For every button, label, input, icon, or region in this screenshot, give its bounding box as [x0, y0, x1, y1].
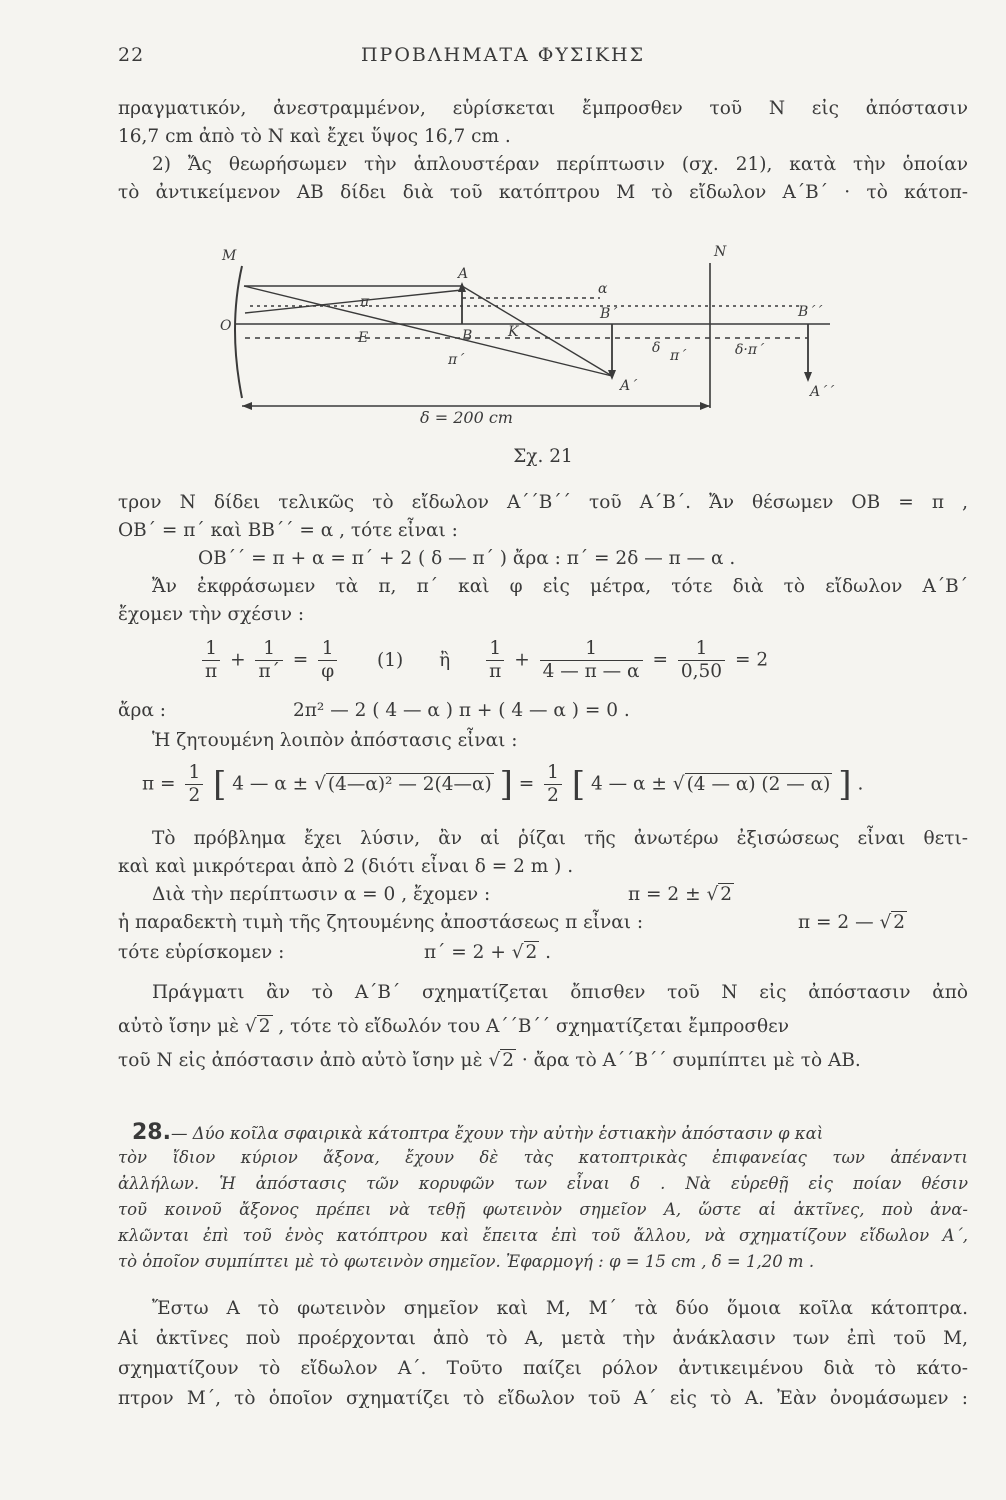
- label-delta-1: δ: [652, 340, 661, 356]
- frac-1-050: $\frac{1}{0,50}$: [678, 638, 725, 683]
- text-line: Διὰ τὴν περίπτωσιν α = 0 , ἔχομεν :: [152, 884, 491, 905]
- label-e: E: [358, 330, 369, 346]
- running-title: ΠΡΟΒΛΗΜΑΤΑ ΦΥΣΙΚΗΣ: [360, 44, 646, 66]
- problem-line: τὸ ὁποῖον συμπίπτει μὲ τὸ φωτεινὸν σημεῖον. Ἐφαρμογή : φ = 15 cm , δ = 1,20 m .: [118, 1252, 815, 1271]
- text-line: καὶ καὶ μικρότεραι ἀπὸ 2 (διότι εἶναι δ = 2 m ) .: [118, 856, 574, 877]
- frac-1-pi: $\frac{1}{\pi}$: [202, 638, 220, 683]
- label-pi: π: [360, 294, 370, 310]
- text-line: ΟΒ΄ = π΄ καὶ ΒΒ΄΄ = α , τότε εἶναι :: [118, 520, 458, 541]
- text-line: ἔχομεν τὴν σχέσιν :: [118, 604, 305, 625]
- text-line: Ἡ ζητουμένη λοιπὸν ἀπόστασις εἶναι :: [152, 730, 518, 751]
- label-k: K: [508, 324, 519, 340]
- label-pi-prime: π΄: [448, 352, 465, 368]
- text-line: Πράγματι ἂν τὸ Α΄Β΄ σχηματίζεται ὄπισθεν τοῦ Ν εἰς ἀπόστασιν ἀπὸ: [152, 982, 968, 1003]
- label-alpha: α: [598, 281, 608, 297]
- page-number: 22: [118, 44, 145, 66]
- label-pi-prime-2: π΄: [670, 348, 687, 364]
- frac-1-phi: $\frac{1}{\varphi}$: [318, 638, 337, 683]
- lens-equation: $\frac{1}{\pi}$ + $\frac{1}{\pi΄}$ = $\frac{1}{\varphi}$ (1) ἢ $\frac{1}{\pi}$ + $\frac{1}{4 — \pi — \alpha}$ = $\frac{1}{0,50}$ = 2: [118, 638, 968, 683]
- text-line: πραγματικόν, ἀνεστραμμένον, εὑρίσκεται ἔμπροσθεν τοῦ Ν εἰς ἀπόστασιν: [118, 98, 968, 119]
- figure-caption: Σχ. 21: [513, 446, 573, 467]
- label-a-prime: A΄: [620, 378, 638, 394]
- text-line: τότε εὑρίσκομεν :: [118, 942, 285, 963]
- text-line: αὐτὸ ἴσην μὲ √ 2 , τότε τὸ εἴδωλόν του Α΄΄Β΄΄ σχηματίζεται ἔμπροσθεν: [118, 1016, 789, 1037]
- problem-number: 28.: [132, 1120, 171, 1145]
- label-b-prime: B΄: [600, 306, 618, 322]
- text-line: Τὸ πρόβλημα ἔχει λύσιν, ἂν αἱ ῥίζαι τῆς ἀνωτέρω ἐξισώσεως εἶναι θετι-: [152, 828, 968, 849]
- problem-line: τοῦ κοινοῦ ἄξονος πρέπει νὰ τεθῇ φωτεινὸν σημεῖον Α, ὥστε αἱ ἀκτῖνες, ποὺ ἀνα-: [118, 1200, 968, 1219]
- ray-2: [244, 286, 612, 376]
- label-distance: δ = 200 cm: [420, 408, 513, 427]
- text-line: πτρον Μ΄, τὸ ὁποῖον σχηματίζει τὸ εἴδωλον τοῦ Α΄ εἰς τὸ Α. Ἐὰν ὀνομάσωμεν :: [118, 1388, 968, 1409]
- label-b-double-prime: B΄΄: [798, 304, 823, 320]
- problem-line: τὸν ἴδιον κύριον ἄξονα, ἔχουν δὲ τὰς κατοπτρικὰς ἐπιφανείας των ἀπέναντι: [118, 1148, 968, 1167]
- quadratic-equation: 2π² — 2 ( 4 — α ) π + ( 4 — α ) = 0 .: [293, 700, 630, 721]
- problem-28-line: 28.— Δύο κοῖλα σφαιρικὰ κάτοπτρα ἔχουν τὴν αὐτὴν ἑστιακὴν ἀπόστασιν φ καὶ: [132, 1120, 824, 1145]
- text-line: τοῦ Ν εἰς ἀπόστασιν ἀπὸ αὐτὸ ἴσην μὲ √ 2 · ἄρα τὸ Α΄΄Β΄΄ συμπίπτει μὲ τὸ ΑΒ.: [118, 1050, 861, 1071]
- text-line: 2) Ἄς θεωρήσωμεν τὴν ἁπλουστέραν περίπτωσιν (σχ. 21), κατὰ τὴν ὁποίαν: [152, 154, 968, 175]
- frac-1-pip: $\frac{1}{\pi΄}$: [255, 638, 282, 683]
- frac-1-den2: $\frac{1}{4 — \pi — \alpha}$: [540, 638, 643, 683]
- solution-equation: π = $\frac{1}{2}$ [ 4 — α ± √ (4—α)² — 2(4—α) ] = $\frac{1}{2}$ [ 4 — α ± √ (4 — α) (2 — α) ] .: [142, 762, 864, 806]
- label-b: B: [462, 328, 473, 344]
- frac-1-pi-b: $\frac{1}{\pi}$: [486, 638, 504, 683]
- text-line: ἡ παραδεκτὴ τιμὴ τῆς ζητουμένης ἀποστάσεως π εἶναι :: [118, 912, 644, 933]
- text-line: τρον Ν δίδει τελικῶς τὸ εἴδωλον Α΄΄Β΄΄ τοῦ Α΄Β΄. Ἄν θέσωμεν ΟΒ = π ,: [118, 492, 968, 513]
- label-m: M: [222, 248, 237, 264]
- ray-4: [245, 290, 462, 313]
- equation-line: π = 2 ± √ 2: [628, 884, 733, 905]
- problem-line: ἀλλήλων. Ἡ ἀπόστασις τῶν κορυφῶν των εἶναι δ . Νὰ εὑρεθῇ εἰς ποίαν θέσιν: [118, 1174, 968, 1193]
- mirror-m: [235, 266, 242, 398]
- text-line: ἄρα :: [118, 700, 166, 721]
- text-line: σχηματίζουν τὸ εἴδωλον Α΄. Τοῦτο παίζει ρόλον ἀντικειμένου διὰ τὸ κάτο-: [118, 1358, 968, 1379]
- label-o: O: [220, 318, 232, 334]
- label-delta-pi: δ·π΄: [735, 342, 765, 358]
- text-line: Ἔστω Α τὸ φωτεινὸν σημεῖον καὶ Μ, Μ΄ τὰ δύο ὅμοια κοῖλα κάτοπτρα.: [152, 1298, 968, 1319]
- label-a-double-prime: A΄΄: [810, 384, 835, 400]
- label-a: A: [458, 266, 469, 282]
- equation-line: π = 2 — √ 2: [798, 912, 906, 933]
- text-line: τὸ ἀντικείμενον ΑΒ δίδει διὰ τοῦ κατόπτρου Μ τὸ εἴδωλον Α΄Β΄ · τὸ κάτοπ-: [118, 182, 968, 203]
- ray-3: [462, 286, 612, 376]
- label-n: N: [714, 244, 727, 260]
- equation-line: π΄ = 2 + √ 2 .: [424, 942, 552, 963]
- text-line: Αἱ ἀκτῖνες ποὺ προέρχονται ἀπὸ τὸ Α, μετὰ τὴν ἀνάκλασιν των ἐπὶ τοῦ Μ,: [118, 1328, 968, 1349]
- equation-line: ΟΒ΄΄ = π + α = π΄ + 2 ( δ — π΄ ) ἄρα : π΄ = 2δ — π — α .: [198, 548, 736, 569]
- optics-diagram: [200, 238, 850, 438]
- problem-line: κλῶνται ἐπὶ τοῦ ἑνὸς κατόπτρου καὶ ἔπειτα ἐπὶ τοῦ ἄλλου, νὰ σχηματίζουν εἴδωλον Α΄,: [118, 1226, 968, 1245]
- text-line: 16,7 cm ἀπὸ τὸ Ν καὶ ἔχει ὕψος 16,7 cm .: [118, 126, 511, 147]
- text-line: Ἄν ἐκφράσωμεν τὰ π, π΄ καὶ φ εἰς μέτρα, τότε διὰ τὸ εἴδωλον Α΄Β΄: [152, 576, 968, 597]
